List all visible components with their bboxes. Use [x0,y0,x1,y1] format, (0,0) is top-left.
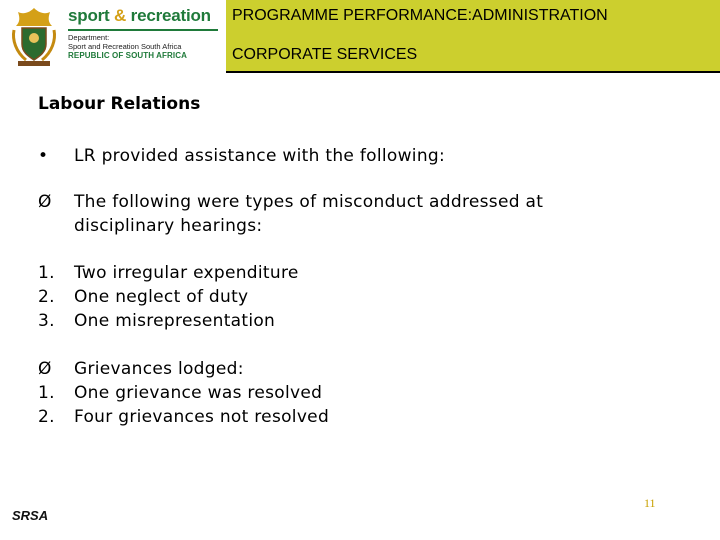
list-item-text: One misrepresentation [74,311,276,331]
brand-divider [68,29,218,31]
brand-name: sport & recreation [68,6,211,25]
department-name: Sport and Recreation South Africa [68,41,182,51]
bullet-text-line1: The following were types of misconduct addressed at [74,192,544,212]
list-item-number: 2. [38,407,55,427]
list-item-number: 1. [38,383,55,403]
page-number: 11 [644,496,656,510]
list-item-text: One grievance was resolved [74,383,323,403]
bullet-text-line2: disciplinary hearings: [74,216,263,236]
arrow-bullet-marker: Ø [38,192,52,212]
list-item-text: One neglect of duty [74,287,249,307]
country-name: REPUBLIC OF SOUTH AFRICA [68,51,187,60]
footer-organization: SRSA [12,508,49,523]
bullet-text: Grievances lodged: [74,359,244,379]
list-item-text: Four grievances not resolved [74,407,330,427]
list-item-number: 1. [38,263,55,283]
bullet-text: LR provided assistance with the following: [74,146,446,166]
bullet-marker: • [38,146,49,166]
arrow-bullet-marker: Ø [38,359,52,379]
logo-area [0,0,226,72]
coat-of-arms-icon [8,4,60,68]
logo-text [68,6,224,61]
list-item-number: 3. [38,311,55,331]
slide-title: PROGRAMME PERFORMANCE:ADMINISTRATION [232,7,608,24]
slide-subtitle: CORPORATE SERVICES [232,46,418,63]
department-label: Department: [68,33,110,42]
section-heading: Labour Relations [38,94,201,114]
list-item-number: 2. [38,287,55,307]
title-band [226,0,720,73]
list-item-text: Two irregular expenditure [74,263,299,283]
